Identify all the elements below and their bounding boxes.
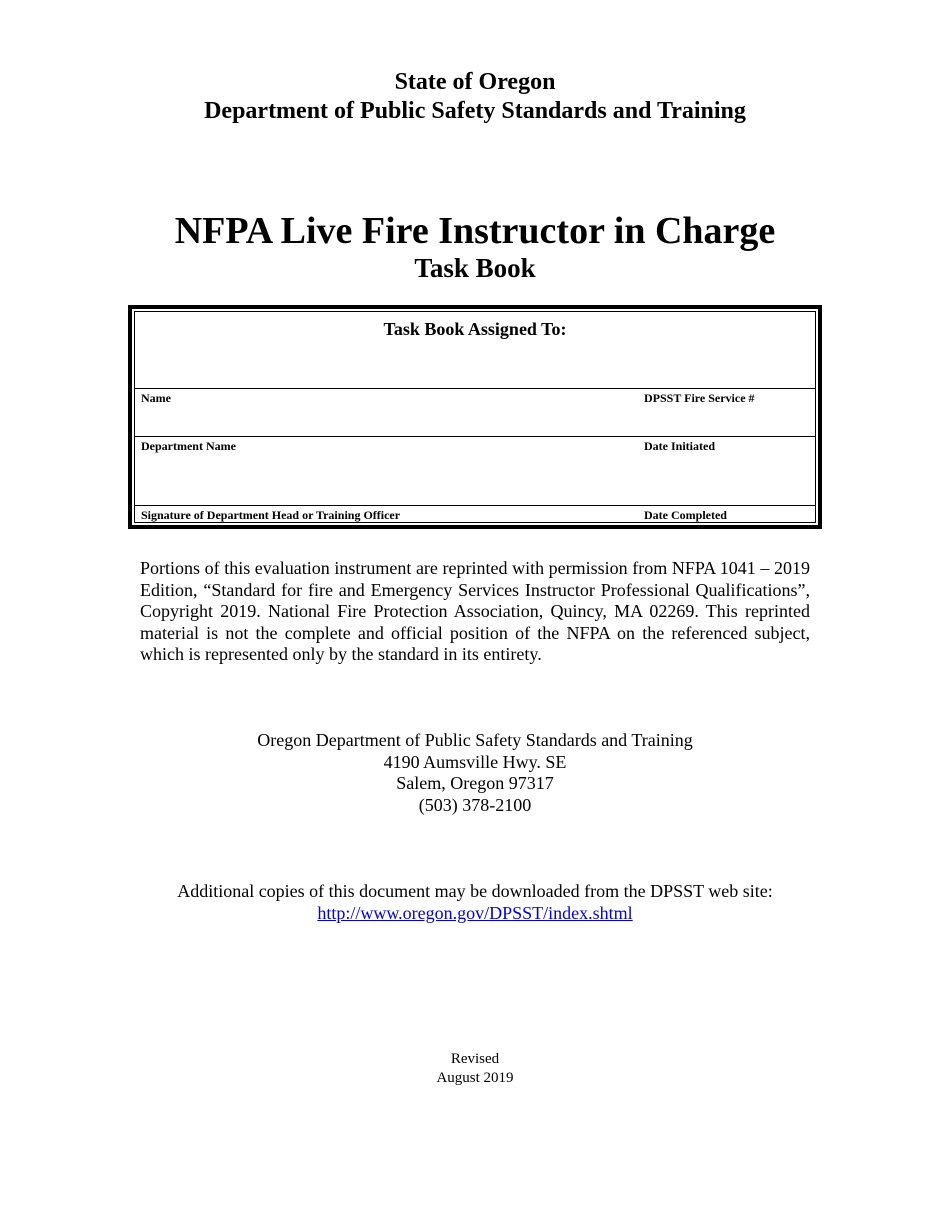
date-initiated-label: Date Initiated bbox=[644, 439, 715, 453]
header-department: Department of Public Safety Standards and Training bbox=[204, 98, 746, 124]
address-city: Salem, Oregon 97317 bbox=[396, 773, 554, 793]
permission-notice: Portions of this evaluation instrument are reprinted with permission from NFPA 1041 – 2019 Edition, “Standard for fire and Emergency Services Instructor Professional Qualifications”, Copyright 2019. National Fire Protection Association, Quincy, MA 02269. This reprinted material is not the complete and official position of the NFPA on the referenced subject, which is represented only by the standard in its entirety. bbox=[140, 558, 810, 664]
revision-block bbox=[0, 1050, 950, 1087]
dpsst-website-link[interactable]: http://www.oregon.gov/DPSST/index.shtml bbox=[317, 903, 633, 923]
revised-label: Revised bbox=[450, 1051, 500, 1067]
date-completed-label: Date Completed bbox=[644, 508, 727, 522]
downloads-text: Additional copies of this document may be downloaded from the DPSST web site: bbox=[177, 881, 773, 901]
address-phone: (503) 378-2100 bbox=[418, 794, 532, 815]
department-line bbox=[135, 436, 815, 437]
document-subtitle: Task Book bbox=[414, 253, 536, 283]
revised-date: August 2019 bbox=[436, 1069, 514, 1086]
document-header bbox=[0, 68, 950, 126]
document-title: NFPA Live Fire Instructor in Charge bbox=[174, 210, 776, 252]
name-line bbox=[135, 388, 815, 389]
signature-line bbox=[135, 505, 815, 506]
assignment-box-inner bbox=[134, 311, 816, 523]
header-state: State of Oregon bbox=[394, 69, 556, 95]
name-label: Name bbox=[141, 391, 171, 405]
department-name-label: Department Name bbox=[141, 439, 236, 453]
address-block bbox=[0, 730, 950, 816]
address-org: Oregon Department of Public Safety Standards and Training bbox=[257, 730, 693, 750]
assignment-heading: Task Book Assigned To: bbox=[383, 319, 567, 339]
address-street: 4190 Aumsville Hwy. SE bbox=[383, 751, 567, 772]
fire-service-number-label: DPSST Fire Service # bbox=[644, 391, 755, 405]
assignment-box bbox=[128, 305, 822, 529]
signature-label: Signature of Department Head or Training Officer bbox=[141, 508, 401, 522]
downloads-block bbox=[0, 880, 950, 924]
